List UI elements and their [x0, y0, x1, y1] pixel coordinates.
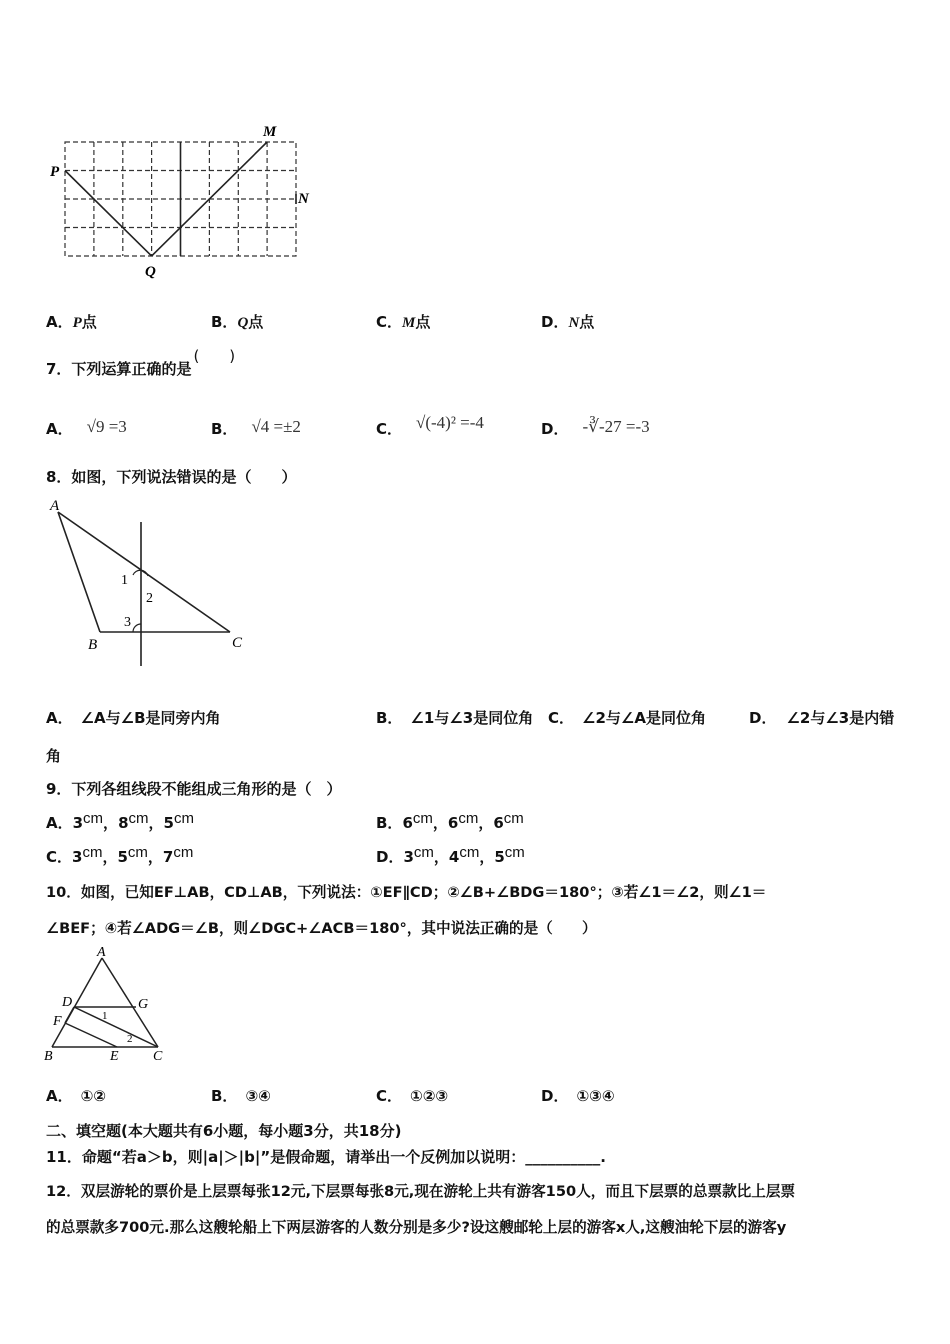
- q8-option-a[interactable]: [46, 707, 221, 728]
- unit: cm: [128, 810, 149, 827]
- q7-stem: [46, 347, 236, 379]
- section2-title: 二、填空题(本大题共有6小题，每小题3分，共18分): [46, 1122, 402, 1140]
- unit: cm: [504, 844, 525, 861]
- fig8-angle-3: 3: [124, 615, 131, 630]
- length-value: 3: [403, 848, 414, 866]
- option-text: ∠A与∠B是同旁内角: [80, 709, 221, 727]
- fig10-label-b: B: [44, 1049, 53, 1064]
- fig6-label-n: N: [298, 191, 309, 207]
- option-suffix: 点: [415, 313, 431, 331]
- length-value: 5: [117, 848, 128, 866]
- fig8-label-b: B: [88, 637, 98, 653]
- q8-option-b[interactable]: [376, 707, 533, 728]
- q10-option-d[interactable]: [541, 1085, 615, 1106]
- fig10-label-f: F: [53, 1014, 62, 1029]
- unit: cm: [173, 844, 194, 861]
- option-key: D．: [541, 313, 569, 331]
- unit: cm: [412, 810, 433, 827]
- fig10-label-a: A: [97, 945, 106, 960]
- unit: cm: [459, 844, 480, 861]
- fig10-angle-2: 2: [127, 1033, 133, 1045]
- option-key: B．: [376, 814, 403, 832]
- option-key: D．: [749, 709, 777, 727]
- option-key: B．: [211, 313, 238, 331]
- unit: cm: [82, 844, 103, 861]
- fig10-label-g: G: [138, 997, 149, 1012]
- option-text: ③④: [245, 1087, 271, 1105]
- option-key: B．: [211, 420, 238, 438]
- q10-option-c[interactable]: [376, 1085, 448, 1106]
- q9-option-d[interactable]: D．3cm，4cm，5cm: [376, 844, 525, 866]
- option-var: P: [72, 315, 82, 331]
- fig6-label-p: P: [50, 164, 60, 180]
- fig10-label-e: E: [110, 1049, 119, 1064]
- option-key: C．: [548, 709, 575, 727]
- q8-option-d-wrap: 角: [46, 747, 62, 765]
- q9-option-a[interactable]: A．3cm，8cm，5cm: [46, 810, 194, 832]
- q8-option-d[interactable]: [749, 707, 894, 728]
- length-value: 3: [72, 814, 84, 832]
- q10-option-b[interactable]: [211, 1085, 271, 1106]
- option-key: A．: [46, 709, 73, 727]
- option-var: M: [402, 315, 416, 331]
- q10-stem-line2: ∠BEF；④若∠ADG＝∠B，则∠DGC+∠ACB＝180°，其中说法正确的是（ ）: [46, 920, 597, 937]
- q10-option-a[interactable]: [46, 1085, 106, 1106]
- q7-stem-text: 7．下列运算正确的是: [46, 360, 192, 378]
- option-key: C．: [376, 313, 403, 331]
- fig6-label-q: Q: [145, 264, 156, 280]
- q12-line2: 的总票款多700元.那么这艘轮船上下两层游客的人数分别是多少?设这艘邮轮上层的游客x人,这艘油轮下层的游客y: [46, 1219, 787, 1236]
- option-text: ①③④: [576, 1087, 615, 1105]
- q7-option-c[interactable]: [376, 413, 484, 439]
- option-key: C．: [376, 1087, 403, 1105]
- q6-option-d[interactable]: [541, 311, 594, 332]
- q7-expr-c: √(-4)² =-4: [416, 413, 484, 432]
- length-value: 6: [493, 814, 504, 832]
- q8-option-c[interactable]: [548, 707, 706, 728]
- q6-grid-figure: [44, 118, 324, 280]
- length-value: 5: [494, 848, 505, 866]
- length-value: 6: [402, 814, 413, 832]
- unit: cm: [503, 810, 524, 827]
- length-value: 6: [447, 814, 459, 832]
- option-text: ①②: [80, 1087, 107, 1105]
- option-key: A．: [46, 814, 73, 832]
- q10-triangle-figure: [40, 944, 172, 1064]
- option-suffix: 点: [248, 313, 264, 331]
- q7-option-b[interactable]: [211, 418, 301, 439]
- q9-option-b[interactable]: B．6cm，6cm，6cm: [376, 810, 524, 832]
- fig10-angle-1: 1: [102, 1010, 108, 1022]
- q7-paren: ( ): [193, 347, 236, 365]
- q7-expr-d: -∛-27 =-3: [582, 417, 650, 436]
- option-suffix: 点: [81, 313, 97, 331]
- option-key: A．: [46, 313, 73, 331]
- unit: cm: [413, 844, 434, 861]
- option-text: ∠1与∠3是同位角: [410, 709, 534, 727]
- length-value: 4: [448, 848, 460, 866]
- fig10-label-c: C: [153, 1049, 163, 1064]
- unit: cm: [127, 844, 148, 861]
- fig8-label-a: A: [50, 498, 60, 514]
- option-text: ①②③: [410, 1087, 449, 1105]
- q6-option-c[interactable]: [376, 311, 430, 332]
- option-var: N: [568, 315, 580, 331]
- q9-stem: 9．下列各组线段不能组成三角形的是（ ）: [46, 780, 342, 798]
- option-key: D．: [541, 420, 569, 438]
- fig8-angle-1: 1: [121, 573, 128, 588]
- option-key: C．: [376, 420, 403, 438]
- q11-text: 11．命题“若a＞b，则|a|＞|b|”是假命题，请举出一个反例加以说明：__________.: [46, 1148, 606, 1166]
- length-value: 3: [72, 848, 83, 866]
- option-key: A．: [46, 420, 73, 438]
- q7-expr-b: √4 =±2: [251, 417, 301, 436]
- fig8-label-c: C: [232, 635, 243, 651]
- option-key: D．: [541, 1087, 569, 1105]
- option-var: Q: [237, 315, 249, 331]
- q10-stem-line1: 10．如图，已知EF⊥AB，CD⊥AB，下列说法：①EF∥CD；②∠B+∠BDG＝180°；③若∠1＝∠2，则∠1＝: [46, 884, 767, 901]
- q8-stem: 8．如图，下列说法错误的是（ ）: [46, 468, 297, 486]
- q6-option-a[interactable]: [46, 311, 97, 332]
- unit: cm: [83, 810, 104, 827]
- fig8-angle-2: 2: [146, 591, 153, 606]
- fig6-label-m: M: [263, 124, 277, 140]
- option-key: B．: [211, 1087, 238, 1105]
- q6-option-b[interactable]: [211, 311, 263, 332]
- length-value: 8: [118, 814, 129, 832]
- q9-option-c[interactable]: C．3cm，5cm，7cm: [46, 844, 194, 866]
- unit: cm: [173, 810, 194, 827]
- length-value: 7: [162, 848, 174, 866]
- q7-option-a[interactable]: [46, 418, 127, 439]
- option-text: ∠2与∠3是内错: [786, 709, 895, 727]
- unit: cm: [458, 810, 479, 827]
- option-suffix: 点: [579, 313, 595, 331]
- option-key: C．: [46, 848, 73, 866]
- option-key: B．: [376, 709, 403, 727]
- q12-line1: 12．双层游轮的票价是上层票每张12元,下层票每张8元,现在游轮上共有游客150人，而且下层票的总票款比上层票: [46, 1183, 796, 1200]
- fig10-label-d: D: [62, 995, 73, 1010]
- q7-expr-a: √9 =3: [86, 417, 127, 436]
- q7-option-d[interactable]: [541, 418, 650, 439]
- option-key: D．: [376, 848, 404, 866]
- option-text: ∠2与∠A是同位角: [582, 709, 706, 727]
- length-value: 5: [163, 814, 174, 832]
- q8-triangle-figure: [44, 494, 254, 670]
- option-key: A．: [46, 1087, 73, 1105]
